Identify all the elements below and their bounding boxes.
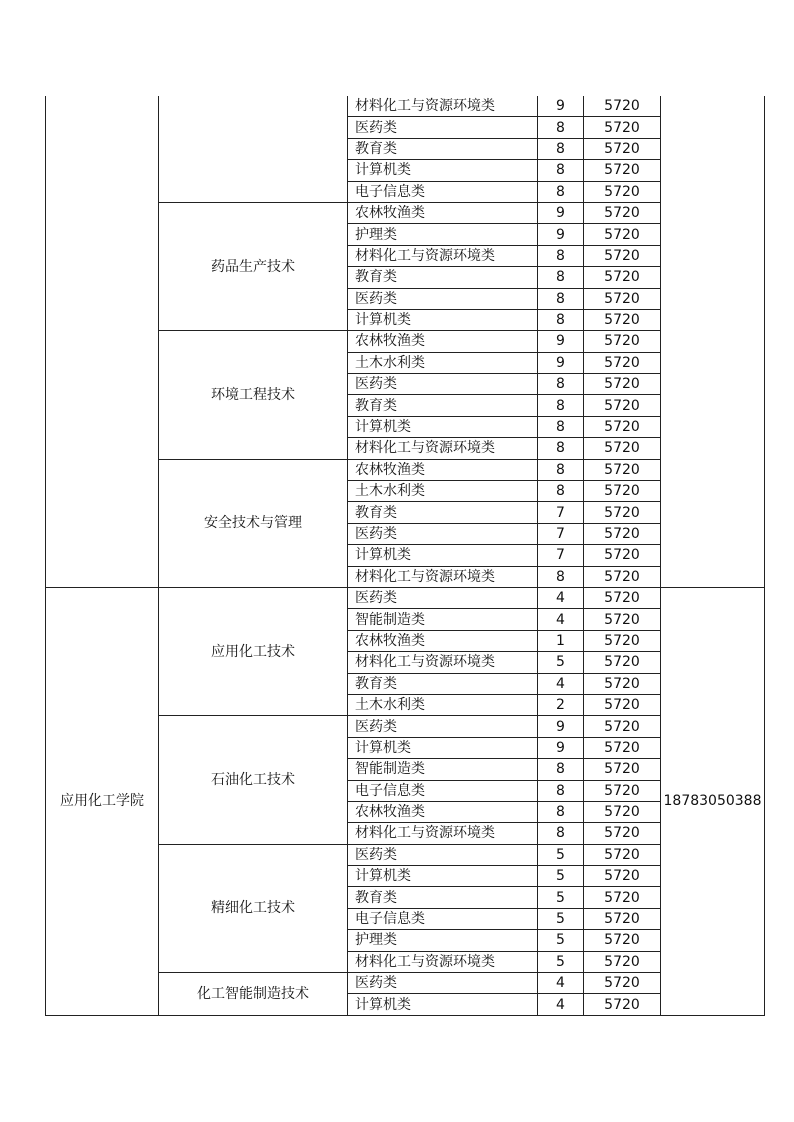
rank-cell: 9 xyxy=(538,331,584,352)
rank-cell: 8 xyxy=(538,566,584,587)
table-row xyxy=(46,96,765,117)
category-cell: 材料化工与资源环境类 xyxy=(348,823,538,844)
score-cell: 5720 xyxy=(584,630,661,651)
category-cell: 医药类 xyxy=(348,844,538,865)
category-cell: 电子信息类 xyxy=(348,780,538,801)
school-cell: 应用化工学院 xyxy=(46,587,159,1015)
rank-cell: 1 xyxy=(538,630,584,651)
major-cell: 应用化工技术 xyxy=(159,587,348,715)
category-cell: 教育类 xyxy=(348,138,538,159)
score-cell: 5720 xyxy=(584,138,661,159)
score-cell: 5720 xyxy=(584,395,661,416)
score-cell: 5720 xyxy=(584,951,661,972)
category-cell: 医药类 xyxy=(348,973,538,994)
phone-cell: 18783050388 xyxy=(661,587,765,1015)
score-cell: 5720 xyxy=(584,160,661,181)
score-cell: 5720 xyxy=(584,694,661,715)
major-cell: 安全技术与管理 xyxy=(159,459,348,587)
table-row xyxy=(46,587,765,608)
category-cell: 计算机类 xyxy=(348,545,538,566)
score-cell: 5720 xyxy=(584,502,661,523)
category-cell: 医药类 xyxy=(348,716,538,737)
category-cell: 计算机类 xyxy=(348,737,538,758)
major-cell: 精细化工技术 xyxy=(159,844,348,972)
category-cell: 智能制造类 xyxy=(348,609,538,630)
score-cell: 5720 xyxy=(584,930,661,951)
score-cell: 5720 xyxy=(584,459,661,480)
category-cell: 医药类 xyxy=(348,587,538,608)
score-cell: 5720 xyxy=(584,245,661,266)
score-cell: 5720 xyxy=(584,780,661,801)
major-cell: 石油化工技术 xyxy=(159,716,348,844)
major-cell: 化工智能制造技术 xyxy=(159,973,348,1016)
rank-cell: 4 xyxy=(538,994,584,1015)
category-cell: 农林牧渔类 xyxy=(348,331,538,352)
score-cell: 5720 xyxy=(584,352,661,373)
rank-cell: 8 xyxy=(538,309,584,330)
category-cell: 农林牧渔类 xyxy=(348,459,538,480)
category-cell: 计算机类 xyxy=(348,309,538,330)
rank-cell: 8 xyxy=(538,117,584,138)
category-cell: 计算机类 xyxy=(348,994,538,1015)
rank-cell: 8 xyxy=(538,780,584,801)
rank-cell: 8 xyxy=(538,267,584,288)
score-cell: 5720 xyxy=(584,545,661,566)
rank-cell: 8 xyxy=(538,823,584,844)
score-cell: 5720 xyxy=(584,224,661,245)
category-cell: 护理类 xyxy=(348,930,538,951)
category-cell: 土木水利类 xyxy=(348,352,538,373)
score-cell: 5720 xyxy=(584,416,661,437)
rank-cell: 5 xyxy=(538,866,584,887)
rank-cell: 9 xyxy=(538,352,584,373)
category-cell: 医药类 xyxy=(348,374,538,395)
school-cell xyxy=(46,96,159,587)
major-cell xyxy=(159,96,348,202)
score-cell: 5720 xyxy=(584,908,661,929)
score-cell: 5720 xyxy=(584,587,661,608)
score-cell: 5720 xyxy=(584,759,661,780)
category-cell: 智能制造类 xyxy=(348,759,538,780)
rank-cell: 8 xyxy=(538,181,584,202)
admission-table xyxy=(45,96,765,1016)
score-cell: 5720 xyxy=(584,566,661,587)
major-cell: 环境工程技术 xyxy=(159,331,348,459)
category-cell: 土木水利类 xyxy=(348,481,538,502)
rank-cell: 5 xyxy=(538,930,584,951)
rank-cell: 5 xyxy=(538,844,584,865)
category-cell: 医药类 xyxy=(348,288,538,309)
admission-table-body xyxy=(46,96,765,1015)
category-cell: 教育类 xyxy=(348,887,538,908)
rank-cell: 9 xyxy=(538,202,584,223)
score-cell: 5720 xyxy=(584,737,661,758)
rank-cell: 8 xyxy=(538,416,584,437)
score-cell: 5720 xyxy=(584,673,661,694)
rank-cell: 7 xyxy=(538,523,584,544)
rank-cell: 4 xyxy=(538,609,584,630)
score-cell: 5720 xyxy=(584,866,661,887)
score-cell: 5720 xyxy=(584,438,661,459)
category-cell: 材料化工与资源环境类 xyxy=(348,438,538,459)
category-cell: 材料化工与资源环境类 xyxy=(348,652,538,673)
category-cell: 电子信息类 xyxy=(348,181,538,202)
score-cell: 5720 xyxy=(584,973,661,994)
score-cell: 5720 xyxy=(584,609,661,630)
category-cell: 计算机类 xyxy=(348,160,538,181)
score-cell: 5720 xyxy=(584,267,661,288)
category-cell: 土木水利类 xyxy=(348,694,538,715)
category-cell: 农林牧渔类 xyxy=(348,801,538,822)
rank-cell: 8 xyxy=(538,459,584,480)
major-cell: 药品生产技术 xyxy=(159,202,348,330)
score-cell: 5720 xyxy=(584,117,661,138)
rank-cell: 8 xyxy=(538,288,584,309)
category-cell: 农林牧渔类 xyxy=(348,630,538,651)
category-cell: 医药类 xyxy=(348,117,538,138)
rank-cell: 2 xyxy=(538,694,584,715)
score-cell: 5720 xyxy=(584,96,661,117)
score-cell: 5720 xyxy=(584,994,661,1015)
rank-cell: 5 xyxy=(538,887,584,908)
score-cell: 5720 xyxy=(584,887,661,908)
category-cell: 护理类 xyxy=(348,224,538,245)
score-cell: 5720 xyxy=(584,481,661,502)
rank-cell: 4 xyxy=(538,973,584,994)
rank-cell: 5 xyxy=(538,908,584,929)
rank-cell: 9 xyxy=(538,96,584,117)
category-cell: 材料化工与资源环境类 xyxy=(348,566,538,587)
category-cell: 教育类 xyxy=(348,502,538,523)
rank-cell: 8 xyxy=(538,160,584,181)
category-cell: 教育类 xyxy=(348,395,538,416)
rank-cell: 5 xyxy=(538,951,584,972)
score-cell: 5720 xyxy=(584,331,661,352)
score-cell: 5720 xyxy=(584,523,661,544)
rank-cell: 8 xyxy=(538,438,584,459)
category-cell: 计算机类 xyxy=(348,416,538,437)
score-cell: 5720 xyxy=(584,844,661,865)
score-cell: 5720 xyxy=(584,801,661,822)
score-cell: 5720 xyxy=(584,823,661,844)
score-cell: 5720 xyxy=(584,181,661,202)
category-cell: 农林牧渔类 xyxy=(348,202,538,223)
category-cell: 计算机类 xyxy=(348,866,538,887)
category-cell: 材料化工与资源环境类 xyxy=(348,96,538,117)
rank-cell: 8 xyxy=(538,801,584,822)
category-cell: 电子信息类 xyxy=(348,908,538,929)
rank-cell: 4 xyxy=(538,587,584,608)
category-cell: 材料化工与资源环境类 xyxy=(348,245,538,266)
rank-cell: 8 xyxy=(538,759,584,780)
rank-cell: 9 xyxy=(538,716,584,737)
category-cell: 教育类 xyxy=(348,673,538,694)
rank-cell: 5 xyxy=(538,652,584,673)
rank-cell: 7 xyxy=(538,545,584,566)
score-cell: 5720 xyxy=(584,652,661,673)
rank-cell: 8 xyxy=(538,395,584,416)
rank-cell: 4 xyxy=(538,673,584,694)
score-cell: 5720 xyxy=(584,716,661,737)
score-cell: 5720 xyxy=(584,202,661,223)
rank-cell: 7 xyxy=(538,502,584,523)
rank-cell: 8 xyxy=(538,138,584,159)
rank-cell: 8 xyxy=(538,374,584,395)
rank-cell: 8 xyxy=(538,481,584,502)
score-cell: 5720 xyxy=(584,309,661,330)
rank-cell: 9 xyxy=(538,737,584,758)
score-cell: 5720 xyxy=(584,288,661,309)
category-cell: 医药类 xyxy=(348,523,538,544)
score-cell: 5720 xyxy=(584,374,661,395)
phone-cell xyxy=(661,96,765,587)
category-cell: 材料化工与资源环境类 xyxy=(348,951,538,972)
rank-cell: 8 xyxy=(538,245,584,266)
category-cell: 教育类 xyxy=(348,267,538,288)
rank-cell: 9 xyxy=(538,224,584,245)
